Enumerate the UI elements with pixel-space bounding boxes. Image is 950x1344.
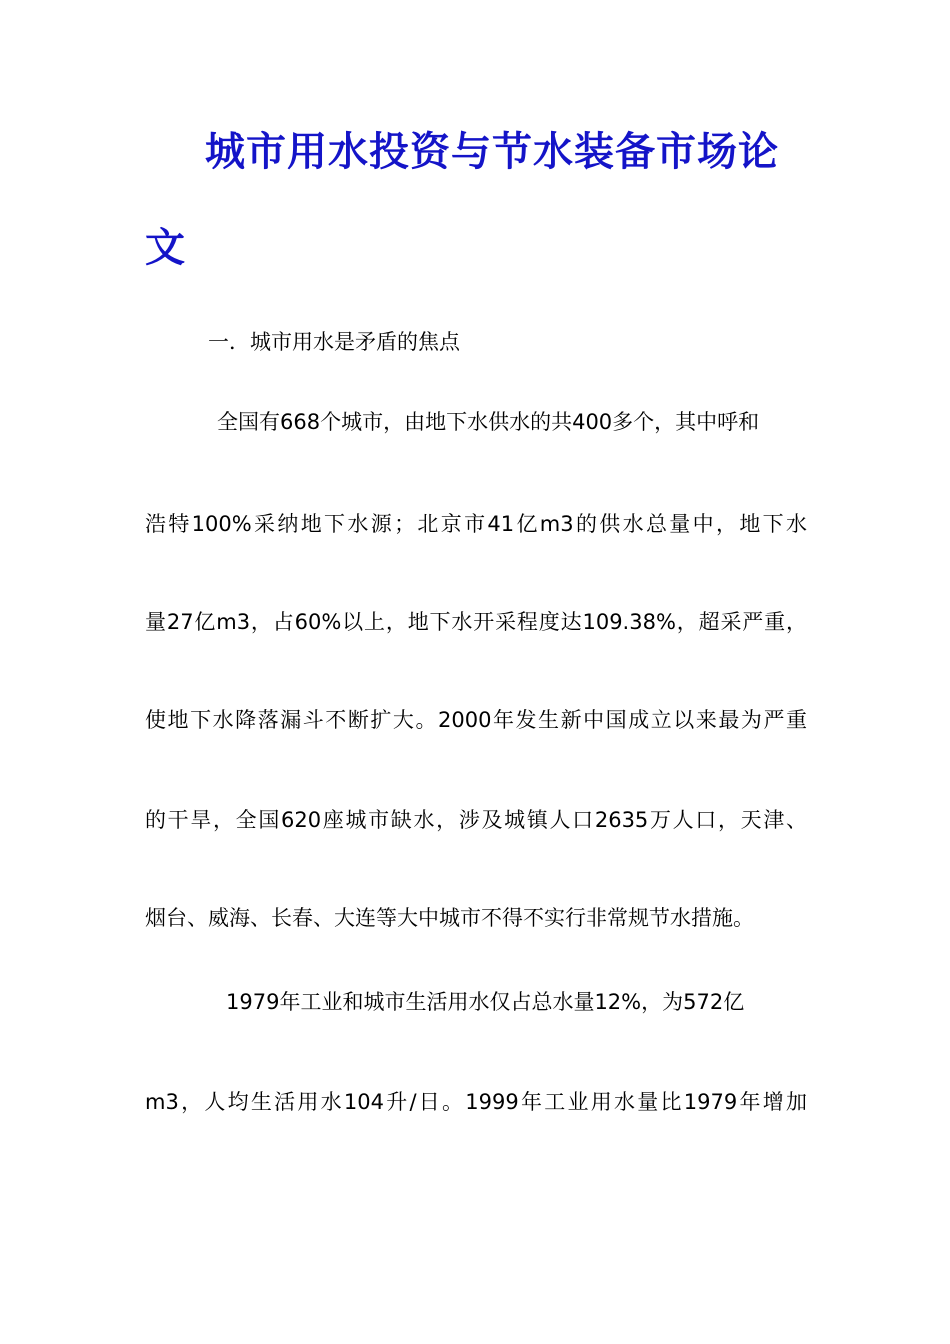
paragraph1-line: 浩特100%采纳地下水源；北京市41亿m3的供水总量中，地下水	[145, 512, 807, 536]
paragraph1-line: 使地下水降落漏斗不断扩大。2000年发生新中国成立以来最为严重	[145, 708, 807, 732]
paragraph1-line: 量27亿m3，占60%以上，地下水开采程度达109.38%，超采严重，	[145, 610, 807, 634]
paragraph1-line: 全国有668个城市，由地下水供水的共400多个，其中呼和	[217, 410, 760, 434]
section-heading: 一．城市用水是矛盾的焦点	[208, 330, 460, 354]
paragraph2-line: 1979年工业和城市生活用水仅占总水量12%，为572亿	[226, 990, 745, 1014]
paragraph1-line: 的干旱，全国620座城市缺水，涉及城镇人口2635万人口，天津、	[145, 808, 807, 832]
document-title-line-2: 文	[145, 224, 185, 271]
paragraph1-line: 烟台、威海、长春、大连等大中城市不得不实行非常规节水措施。	[145, 906, 754, 930]
document-title-line-1: 城市用水投资与节水装备市场论	[205, 128, 779, 175]
paragraph2-line: m3，人均生活用水104升/日。1999年工业用水量比1979年增加	[145, 1090, 807, 1114]
